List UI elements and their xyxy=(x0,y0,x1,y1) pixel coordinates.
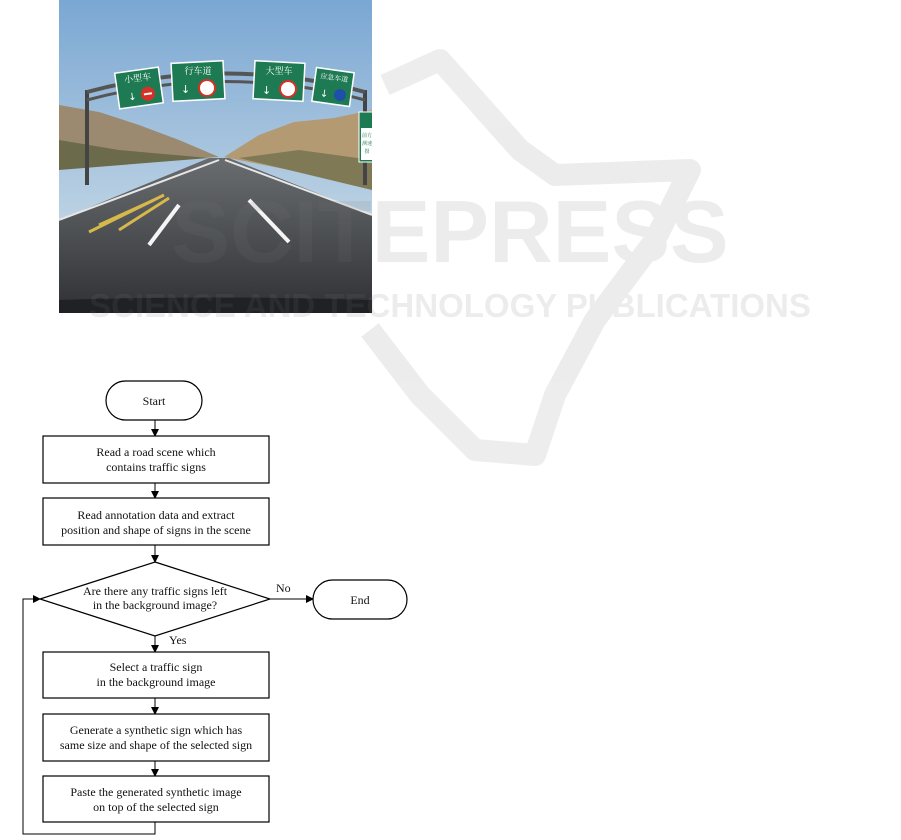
watermark-title: SCITEPRESS xyxy=(171,182,729,281)
end-label: End xyxy=(350,593,370,607)
step-read-annotation-line2: position and shape of signs in the scene xyxy=(61,523,251,537)
svg-text:↓: ↓ xyxy=(127,91,138,104)
svg-text:大型车: 大型车 xyxy=(265,67,293,77)
no-label: No xyxy=(276,581,291,595)
watermark-subtitle: SCIENCE AND TECHNOLOGY PUBLICATIONS xyxy=(89,287,811,324)
step-paste-synthetic xyxy=(43,776,269,822)
step-read-road-scene-line2: contains traffic signs xyxy=(106,460,206,474)
step-select-sign-line2: in the background image xyxy=(96,675,216,689)
step-paste-synthetic-line2: on top of the selected sign xyxy=(93,800,219,814)
svg-text:小型车: 小型车 xyxy=(123,72,152,86)
svg-text:测速: 测速 xyxy=(361,141,372,147)
start-label: Start xyxy=(142,394,166,408)
decision-line1: Are there any traffic signs left xyxy=(82,584,228,598)
svg-text:↓: ↓ xyxy=(181,83,191,96)
svg-text:行车道: 行车道 xyxy=(184,67,212,77)
svg-text:↓: ↓ xyxy=(262,84,272,97)
step-generate-synthetic-line1: Generate a synthetic sign which has xyxy=(69,723,243,737)
step-generate-synthetic-line2: same size and shape of the selected sign xyxy=(59,738,253,752)
svg-text:前方: 前方 xyxy=(361,133,372,139)
step-read-annotation-line1: Read annotation data and extract xyxy=(77,508,235,522)
step-read-road-scene-line1: Read a road scene which xyxy=(96,445,216,459)
svg-text:摄: 摄 xyxy=(364,149,370,155)
step-paste-synthetic-line1: Paste the generated synthetic image xyxy=(70,785,242,799)
step-select-sign-line1: Select a traffic sign xyxy=(109,660,203,674)
decision-line2: in the background image? xyxy=(92,598,218,612)
svg-text:应急车道: 应急车道 xyxy=(319,72,349,84)
svg-text:↓: ↓ xyxy=(319,88,330,101)
yes-label: Yes xyxy=(169,633,187,647)
